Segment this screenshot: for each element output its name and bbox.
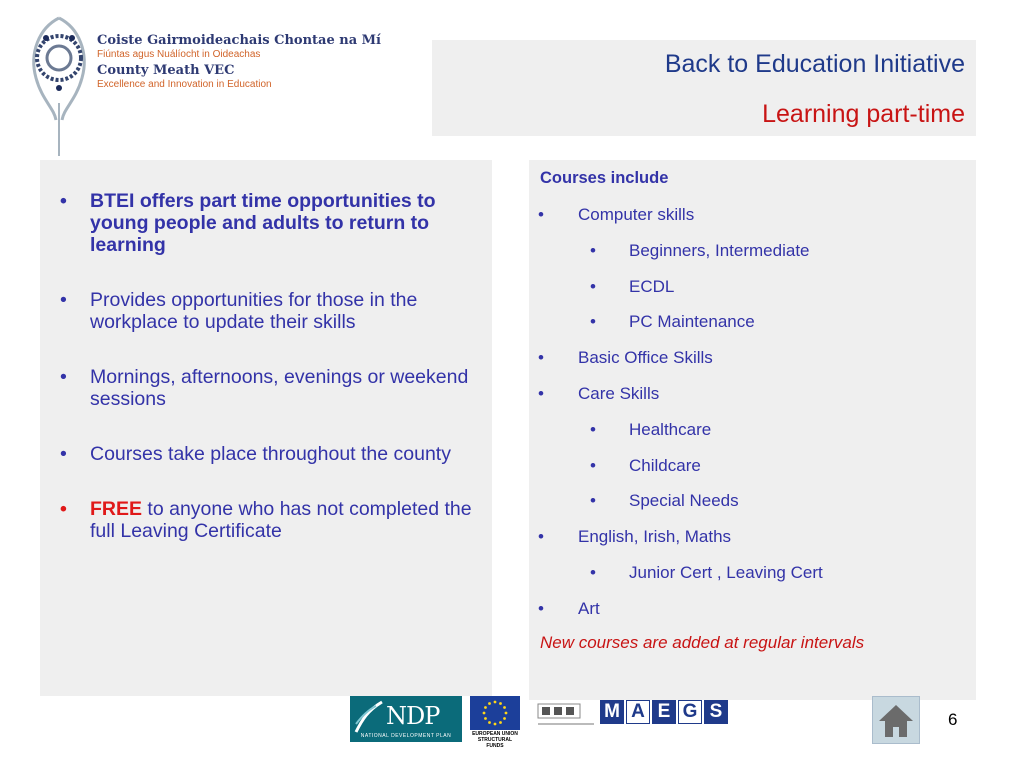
page-number: 6 <box>948 710 958 729</box>
list-item-text: Courses take place throughout the county <box>90 443 451 465</box>
course-label: Healthcare <box>629 419 712 439</box>
maegs-letter: M <box>600 700 624 724</box>
left-bullet-list <box>40 160 492 542</box>
maegs-logo <box>600 700 728 724</box>
bullet: • <box>590 312 596 332</box>
bullet: • <box>538 384 544 403</box>
bullet: • <box>538 527 544 547</box>
ndp-logo <box>350 696 462 742</box>
new-courses-note: New courses are added at regular intervals <box>540 633 865 652</box>
bullet: • <box>60 498 67 520</box>
eu-star <box>488 702 491 705</box>
eu-star <box>499 721 502 724</box>
bullet: • <box>60 289 67 311</box>
eu-flag-icon <box>470 696 520 730</box>
eu-star <box>484 717 487 720</box>
eu-star <box>503 706 506 709</box>
course-label: Special Needs <box>629 491 739 511</box>
course-label: Childcare <box>629 455 701 475</box>
eu-star <box>494 701 497 704</box>
eu-star <box>494 723 497 726</box>
bullet: • <box>538 205 544 224</box>
home-icon <box>873 697 919 743</box>
list-item-text: Provides opportunities for those in the workplace to update their skills <box>90 289 418 333</box>
course-label: ECDL <box>629 276 675 296</box>
bullet: • <box>60 190 67 212</box>
title-box <box>432 40 976 136</box>
bullet: • <box>60 443 67 465</box>
eu-star <box>499 702 502 705</box>
bullet: • <box>590 276 596 296</box>
bullet: • <box>590 240 596 260</box>
bullet: • <box>590 455 596 475</box>
free-word: FREE <box>90 498 143 520</box>
list-item <box>40 190 478 256</box>
home-button[interactable] <box>872 696 920 744</box>
left-content-panel <box>40 160 492 696</box>
org-irish-name: Coiste Gairmoideachais Chontae na Mí <box>97 33 381 48</box>
eu-star <box>503 717 506 720</box>
organization-name <box>97 34 381 91</box>
bullet: • <box>60 366 67 388</box>
maegs-letter: G <box>678 700 702 724</box>
course-label: Junior Cert , Leaving Cert <box>629 563 823 582</box>
ndp-emblem-icon <box>354 700 384 734</box>
course-label: Beginners, Intermediate <box>629 240 810 260</box>
list-item-text: to anyone who has not completed the full Leaving Certificate <box>90 498 472 542</box>
eu-structural-funds-label: EUROPEAN UNION STRUCTURAL FUNDS <box>472 731 518 749</box>
course-label: Basic Office Skills <box>578 348 713 368</box>
course-label: PC Maintenance <box>629 312 755 332</box>
list-item <box>40 498 478 542</box>
ndp-logo-subtext: NATIONAL DEVELOPMENT PLAN <box>360 733 452 739</box>
ndp-logo-text: NDP <box>386 702 440 730</box>
org-english-name: County Meath VEC <box>97 63 235 79</box>
partner-logo-icon <box>536 700 596 730</box>
list-item-text: Mornings, afternoons, evenings or weekend sessions <box>90 366 469 410</box>
maegs-letter: S <box>704 700 728 724</box>
slide-subtitle: Learning part-time <box>762 100 965 128</box>
list-item <box>40 443 478 465</box>
bullet: • <box>590 563 596 582</box>
bullet: • <box>538 348 544 368</box>
eu-star <box>488 721 491 724</box>
eu-star <box>484 706 487 709</box>
slide-title: Back to Education Initiative <box>664 50 965 78</box>
org-english-tagline: Excellence and Innovation in Education <box>97 79 272 91</box>
list-item <box>40 289 478 333</box>
right-content-panel <box>529 160 976 700</box>
bullet: • <box>538 598 544 618</box>
eu-star <box>505 712 508 715</box>
list-item <box>40 366 478 410</box>
courses-heading: Courses include <box>540 169 669 187</box>
vec-crest-logo <box>24 8 94 158</box>
course-label: Art <box>578 598 600 618</box>
org-irish-tagline: Fiúntas agus Nuálíocht in Oideachas <box>97 48 261 60</box>
list-item-text: BTEI offers part time opportunities to young people and adults to return to learning <box>90 190 436 256</box>
bullet: • <box>590 419 596 439</box>
course-label: Care Skills <box>578 384 660 403</box>
course-label: Computer skills <box>578 205 695 224</box>
eu-star <box>483 712 486 715</box>
course-label: English, Irish, Maths <box>578 527 732 547</box>
maegs-letter: E <box>652 700 676 724</box>
bullet: • <box>590 491 596 511</box>
maegs-letter: A <box>626 700 650 724</box>
